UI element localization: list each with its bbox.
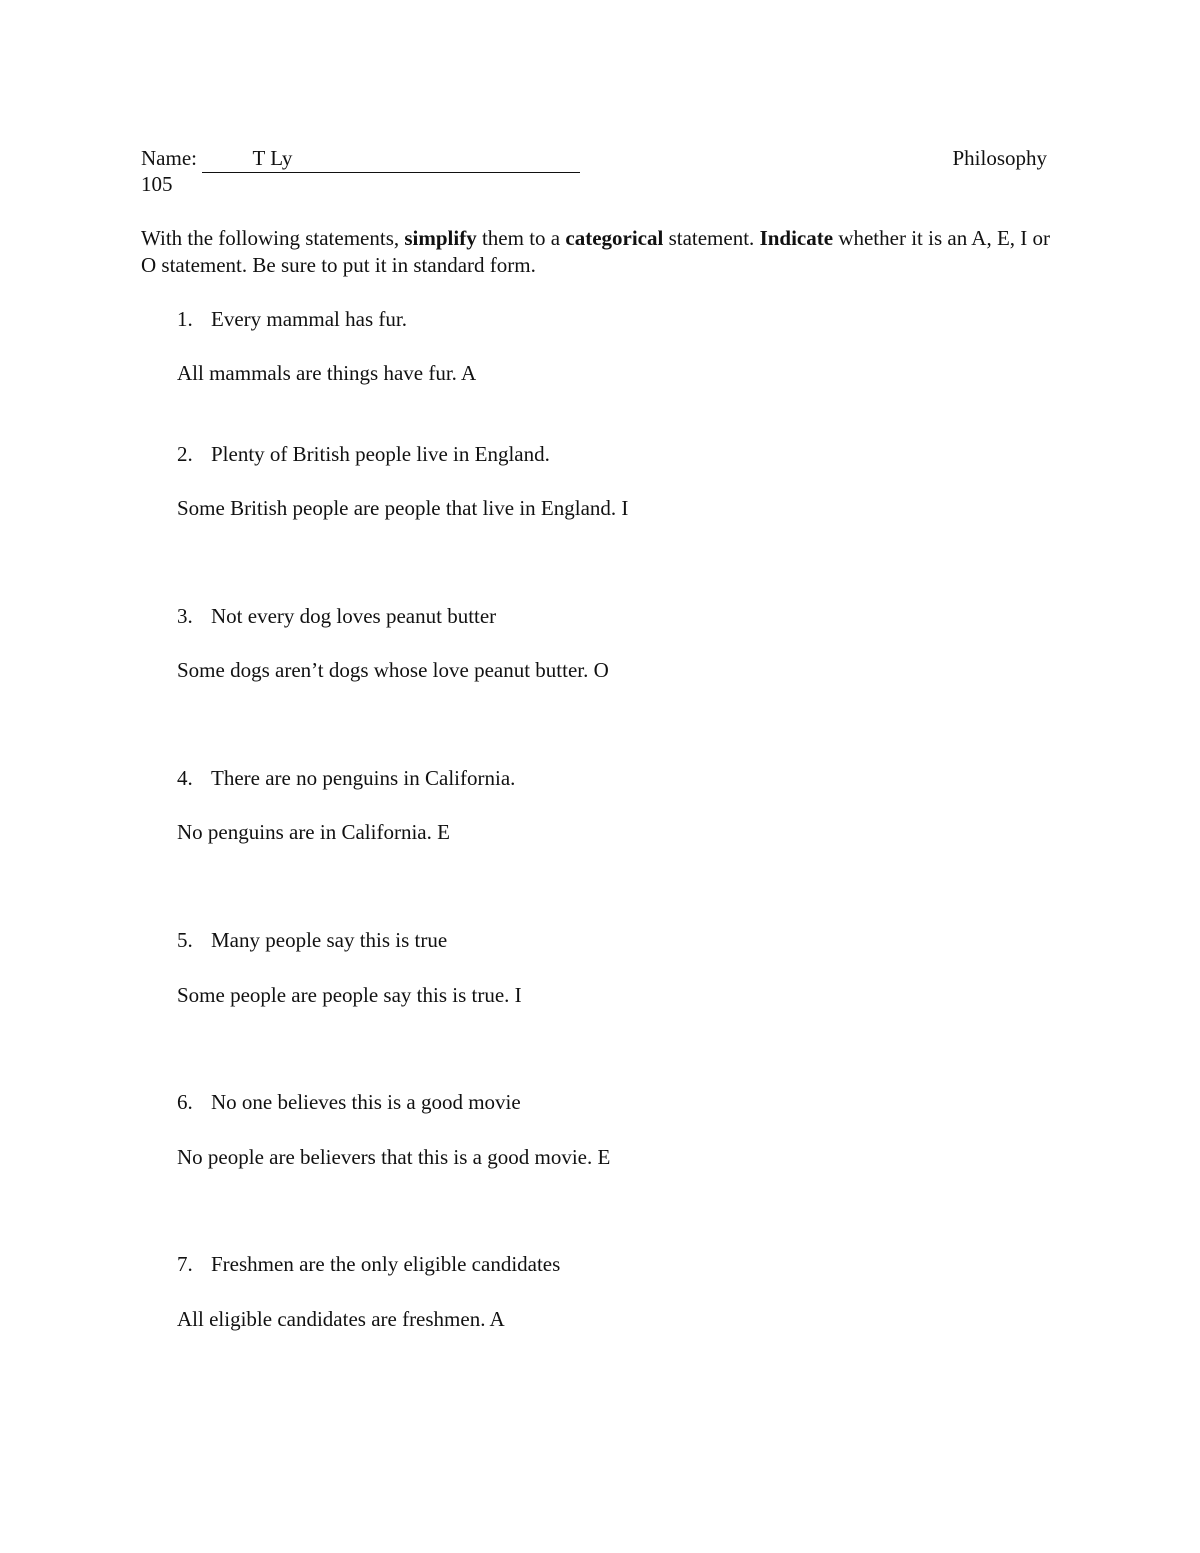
- question-number: 3.: [177, 604, 193, 628]
- question-item-5: [177, 927, 447, 954]
- course-name: Philosophy: [952, 146, 1047, 170]
- instructions-paragraph: With the following statements, simplify them to a categorical statement. Indicate whether it is an A, E, I or O statement. Be sure to put it in standard form.: [141, 226, 1051, 277]
- answer-text-6: No people are believers that this is a good movie. E: [177, 1145, 611, 1169]
- course-number: 105: [141, 172, 173, 196]
- question-prompt: Every mammal has fur.: [211, 307, 407, 331]
- question-number: 6.: [177, 1090, 193, 1114]
- answer-text-7: All eligible candidates are freshmen. A: [177, 1307, 505, 1331]
- question-prompt: Many people say this is true: [211, 928, 448, 952]
- name-value: T Ly: [252, 146, 293, 170]
- question-item-1: [177, 306, 407, 333]
- question-item-7: [177, 1251, 560, 1278]
- instructions-emphasis-simplify: simplify: [404, 226, 477, 250]
- question-number: 7.: [177, 1252, 193, 1276]
- question-item-6: [177, 1089, 521, 1116]
- question-number: 2.: [177, 442, 193, 466]
- instructions-emphasis-indicate: Indicate: [759, 226, 834, 250]
- name-label: Name:: [141, 146, 197, 170]
- question-item-4: [177, 765, 515, 792]
- question-number: 1.: [177, 307, 193, 331]
- instructions-emphasis-categorical: categorical: [565, 226, 664, 250]
- question-number: 5.: [177, 928, 193, 952]
- question-prompt: Not every dog loves peanut butter: [211, 604, 497, 628]
- question-prompt: Freshmen are the only eligible candidates: [211, 1252, 561, 1276]
- question-prompt: There are no penguins in California.: [211, 766, 516, 790]
- question-item-2: [177, 441, 550, 468]
- answer-text-3: Some dogs aren’t dogs whose love peanut butter. O: [177, 658, 609, 682]
- question-prompt: Plenty of British people live in England.: [211, 442, 550, 466]
- answer-text-4: No penguins are in California. E: [177, 820, 450, 844]
- header-line: [141, 145, 1047, 172]
- question-item-3: [177, 603, 496, 630]
- question-prompt: No one believes this is a good movie: [211, 1090, 521, 1114]
- answer-text-2: Some British people are people that live in England. I: [177, 496, 629, 520]
- answer-text-5: Some people are people say this is true. I: [177, 983, 522, 1007]
- question-number: 4.: [177, 766, 193, 790]
- answer-text-1: All mammals are things have fur. A: [177, 361, 477, 385]
